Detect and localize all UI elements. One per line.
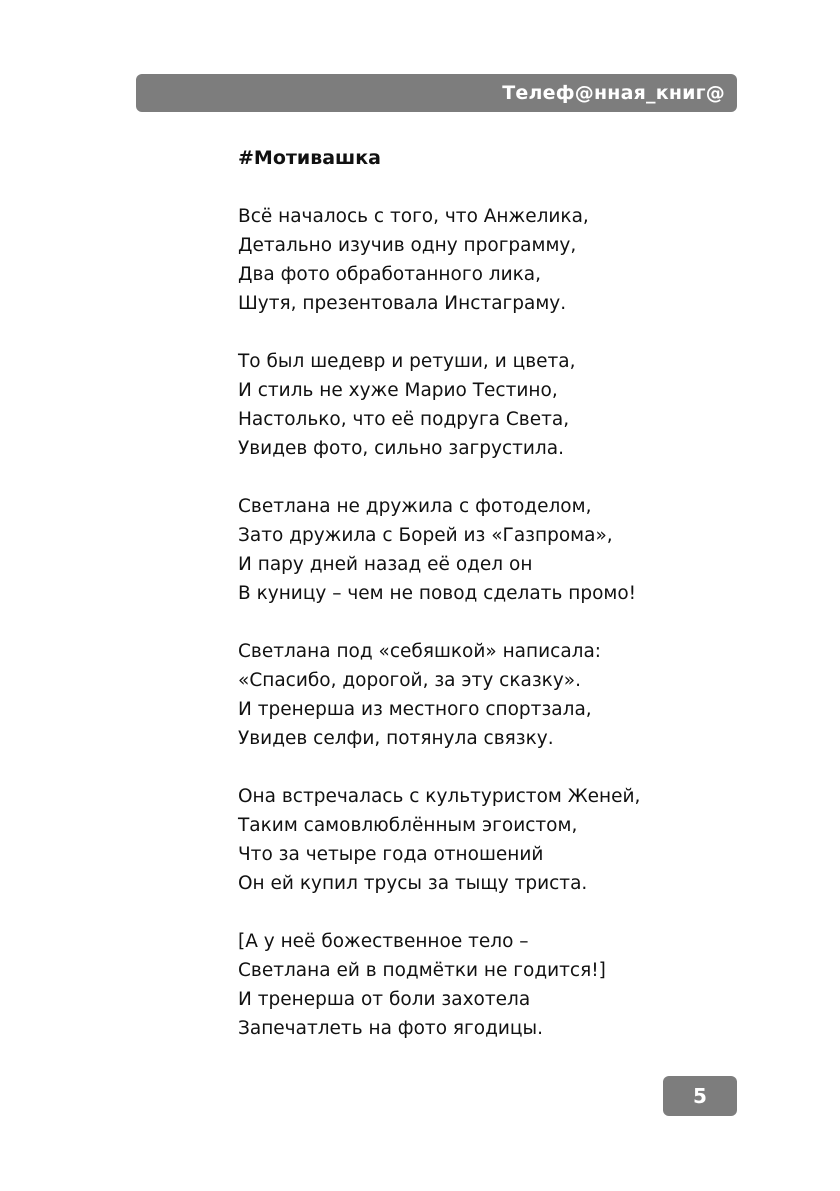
poem-line: Что за четыре года отношений xyxy=(238,844,544,865)
poem-line: Светлана ей в подмётки не годится!] xyxy=(238,960,606,981)
running-header xyxy=(136,74,737,112)
poem-line: Зато дружила с Борей из «Газпрома», xyxy=(238,525,613,546)
poem-line: Светлана не дружила с фотоделом, xyxy=(238,496,592,517)
poem-line: Увидев фото, сильно загрустила. xyxy=(238,438,564,459)
stanza-1 xyxy=(238,202,738,318)
stanza-4 xyxy=(238,637,738,753)
poem-line: Увидев селфи, потянула связку. xyxy=(238,728,554,749)
page-number: 5 xyxy=(693,1084,707,1108)
poem-line: И стиль не хуже Марио Тестино, xyxy=(238,380,558,401)
page-number-badge xyxy=(663,1076,737,1116)
poem-line: [А у неё божественное тело – xyxy=(238,931,529,952)
poem xyxy=(238,144,738,1072)
poem-line: Детально изучив одну программу, xyxy=(238,235,577,256)
poem-line: Всё началось с того, что Анжелика, xyxy=(238,206,589,227)
poem-line: И тренерша от боли захотела xyxy=(238,989,531,1010)
poem-line: Она встречалась с культуристом Женей, xyxy=(238,786,641,807)
poem-line: И пару дней назад её одел он xyxy=(238,554,533,575)
poem-title: #Мотивашка xyxy=(238,147,381,169)
poem-line: «Спасибо, дорогой, за эту сказку». xyxy=(238,670,581,691)
poem-line: И тренерша из местного спортзала, xyxy=(238,699,592,720)
poem-line: Таким самовлюблённым эгоистом, xyxy=(238,815,578,836)
poem-line: Запечатлеть на фото ягодицы. xyxy=(238,1018,543,1039)
stanza-2 xyxy=(238,347,738,463)
poem-line: Светлана под «себяшкой» написала: xyxy=(238,641,602,662)
book-title: Телеф@нная_книг@ xyxy=(502,82,725,104)
poem-line: Два фото обработанного лика, xyxy=(238,264,542,285)
poem-line: В куницу – чем не повод сделать промо! xyxy=(238,583,637,604)
poem-line: Шутя, презентовала Инстаграму. xyxy=(238,293,567,314)
stanza-3 xyxy=(238,492,738,608)
poem-line: То был шедевр и ретуши, и цвета, xyxy=(238,351,576,372)
poem-line: Настолько, что её подруга Света, xyxy=(238,409,570,430)
poem-line: Он ей купил трусы за тыщу триста. xyxy=(238,873,588,894)
stanza-6 xyxy=(238,927,738,1043)
stanza-5 xyxy=(238,782,738,898)
